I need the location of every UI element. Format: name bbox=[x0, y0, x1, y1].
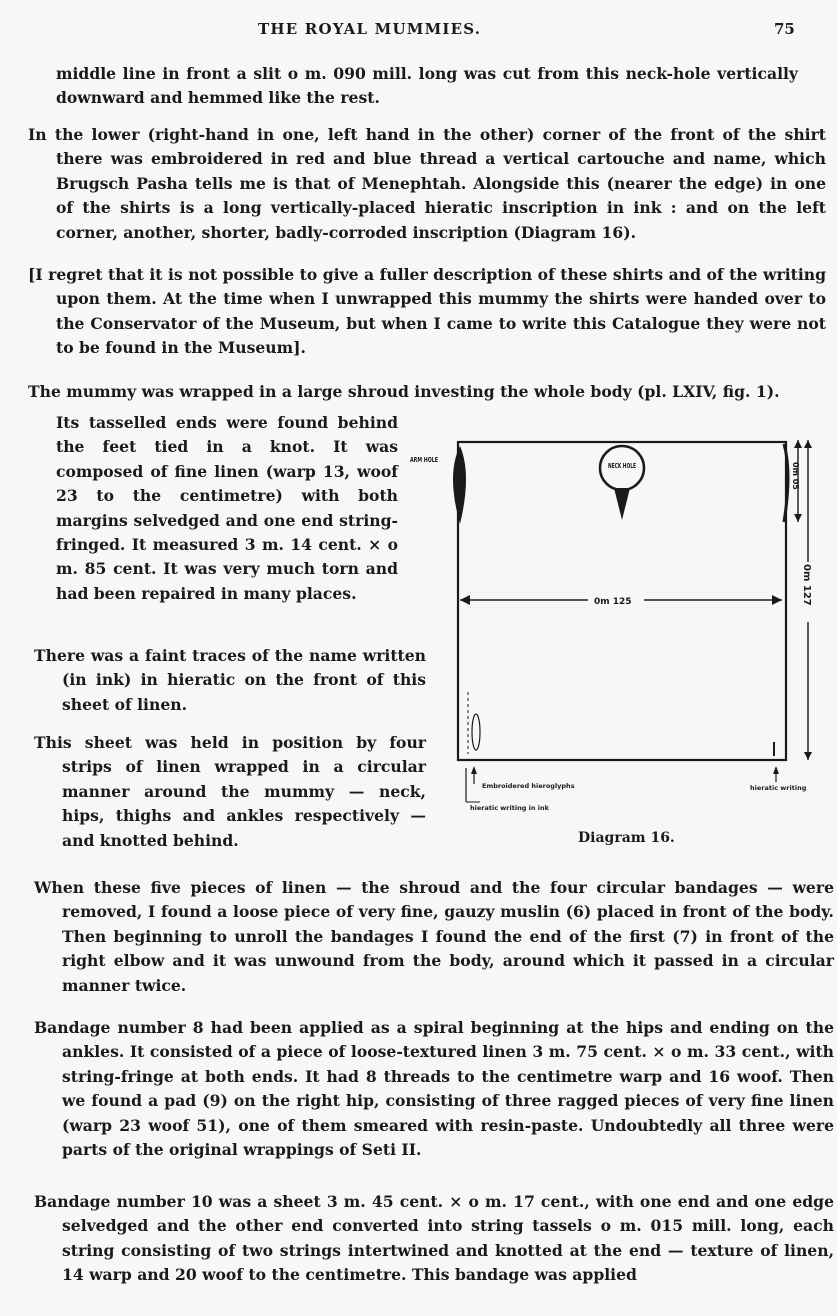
diagram-caption: Diagram 16. bbox=[578, 830, 675, 846]
paragraph-tasselled-ends: Its tasselled ends were found behind the feet tied in a knot. It was composed of fine linen (warp 13, woof 23 to the centimetre) with both margins selvedged and one end string-fringed. It measured 3 m. 14 cent. × o m. 85 cent. It was very much torn and had been repaired in many places. bbox=[56, 413, 398, 603]
paragraph-shroud-intro: The mummy was wrapped in a large shroud investing the whole body (pl. LXIV, fig. 1). bbox=[28, 382, 780, 401]
paragraph-neck-slit: middle line in front a slit o m. 090 mill. long was cut from this neck-hole vertically downward and hemmed like the rest. bbox=[56, 64, 798, 108]
arm-hole-mark bbox=[453, 446, 466, 524]
paragraph-bandage-8: Bandage number 8 had been applied as a spiral beginning at the hips and ending on the ankles. It consisted of a piece of loose-textured linen 3 m. 75 cent. × o m. 33 cent., with string-fringe at both ends. It had 8 threads to the centimetre warp and 16 woof. Then we found a pad (9) on the right hip, consisting of three ragged pieces of very fine linen (warp 23 woof 51), one of them smeared with resin-paste. Undoubtedly all three were parts of the original wrappings of Seti II. bbox=[34, 1018, 834, 1160]
paragraph-cartouche: In the lower (right-hand in one, left hand in the other) corner of the front of the shirt there was embroidered in red and blue thread a vertical cartouche and name, which Brugsch Pasha tells me is that of Menephtah. Alongside this (nearer the edge) in one of the shirts is a long vertically-placed hieratic inscription in ink : and on the left corner, another, shorter, badly-corroded inscription (Diagram 16). bbox=[28, 125, 826, 242]
paragraph-faint-traces: There was a faint traces of the name written (in ink) in hieratic on the front of this sheet of linen. bbox=[34, 646, 426, 714]
arm-hole-label: ARM HOLE bbox=[410, 456, 439, 464]
shirt-diagram bbox=[410, 432, 830, 842]
page-number: 75 bbox=[774, 20, 795, 38]
paragraph-bandage-10: Bandage number 10 was a sheet 3 m. 45 cent. × o m. 17 cent., with one end and one edge selvedged and the other end converted into string tassels o m. 015 mill. long, each string consisting of two strings intertwined and knotted at the end — texture of linen, 14 warp and 20 woof to the centimetre. This bandage was applied bbox=[34, 1192, 834, 1285]
running-title: THE ROYAL MUMMIES. bbox=[258, 20, 482, 38]
height-label: 0m 127 bbox=[801, 564, 812, 606]
width-label: 0m 125 bbox=[594, 597, 632, 607]
neck-hole-label: NECK HOLE bbox=[608, 462, 637, 470]
paragraph-sheet-held: This sheet was held in position by four strips of linen wrapped in a circular manner around the mummy — neck, hips, thighs and ankles respectively — and knotted behind. bbox=[34, 733, 426, 850]
bottom-left-label: Embroidered hieroglyphs bbox=[482, 782, 575, 790]
neck-slit-mark bbox=[614, 488, 630, 520]
paragraph-regret-note: [I regret that it is not possible to give a fuller description of these shirts and of the writing upon them. At the time when I unwrapped this mummy the shirts were handed over to the Conservator of the Museum, but when I came to write this Catalogue they were not to be found in the Museum]. bbox=[28, 265, 826, 358]
top-right-label: 0m 05 bbox=[791, 462, 800, 490]
bottom-right-label: hieratic writing bbox=[750, 784, 807, 792]
bottom-left-label-2: hieratic writing in ink bbox=[470, 804, 549, 812]
paragraph-five-pieces: When these five pieces of linen — the shroud and the four circular bandages — were removed, I found a loose piece of very fine, gauzy muslin (6) placed in front of the body. Then beginning to unroll the bandages I found the end of the first (7) in front of the right elbow and it was unwound from the body, around which it passed in a circular manner twice. bbox=[34, 878, 834, 995]
